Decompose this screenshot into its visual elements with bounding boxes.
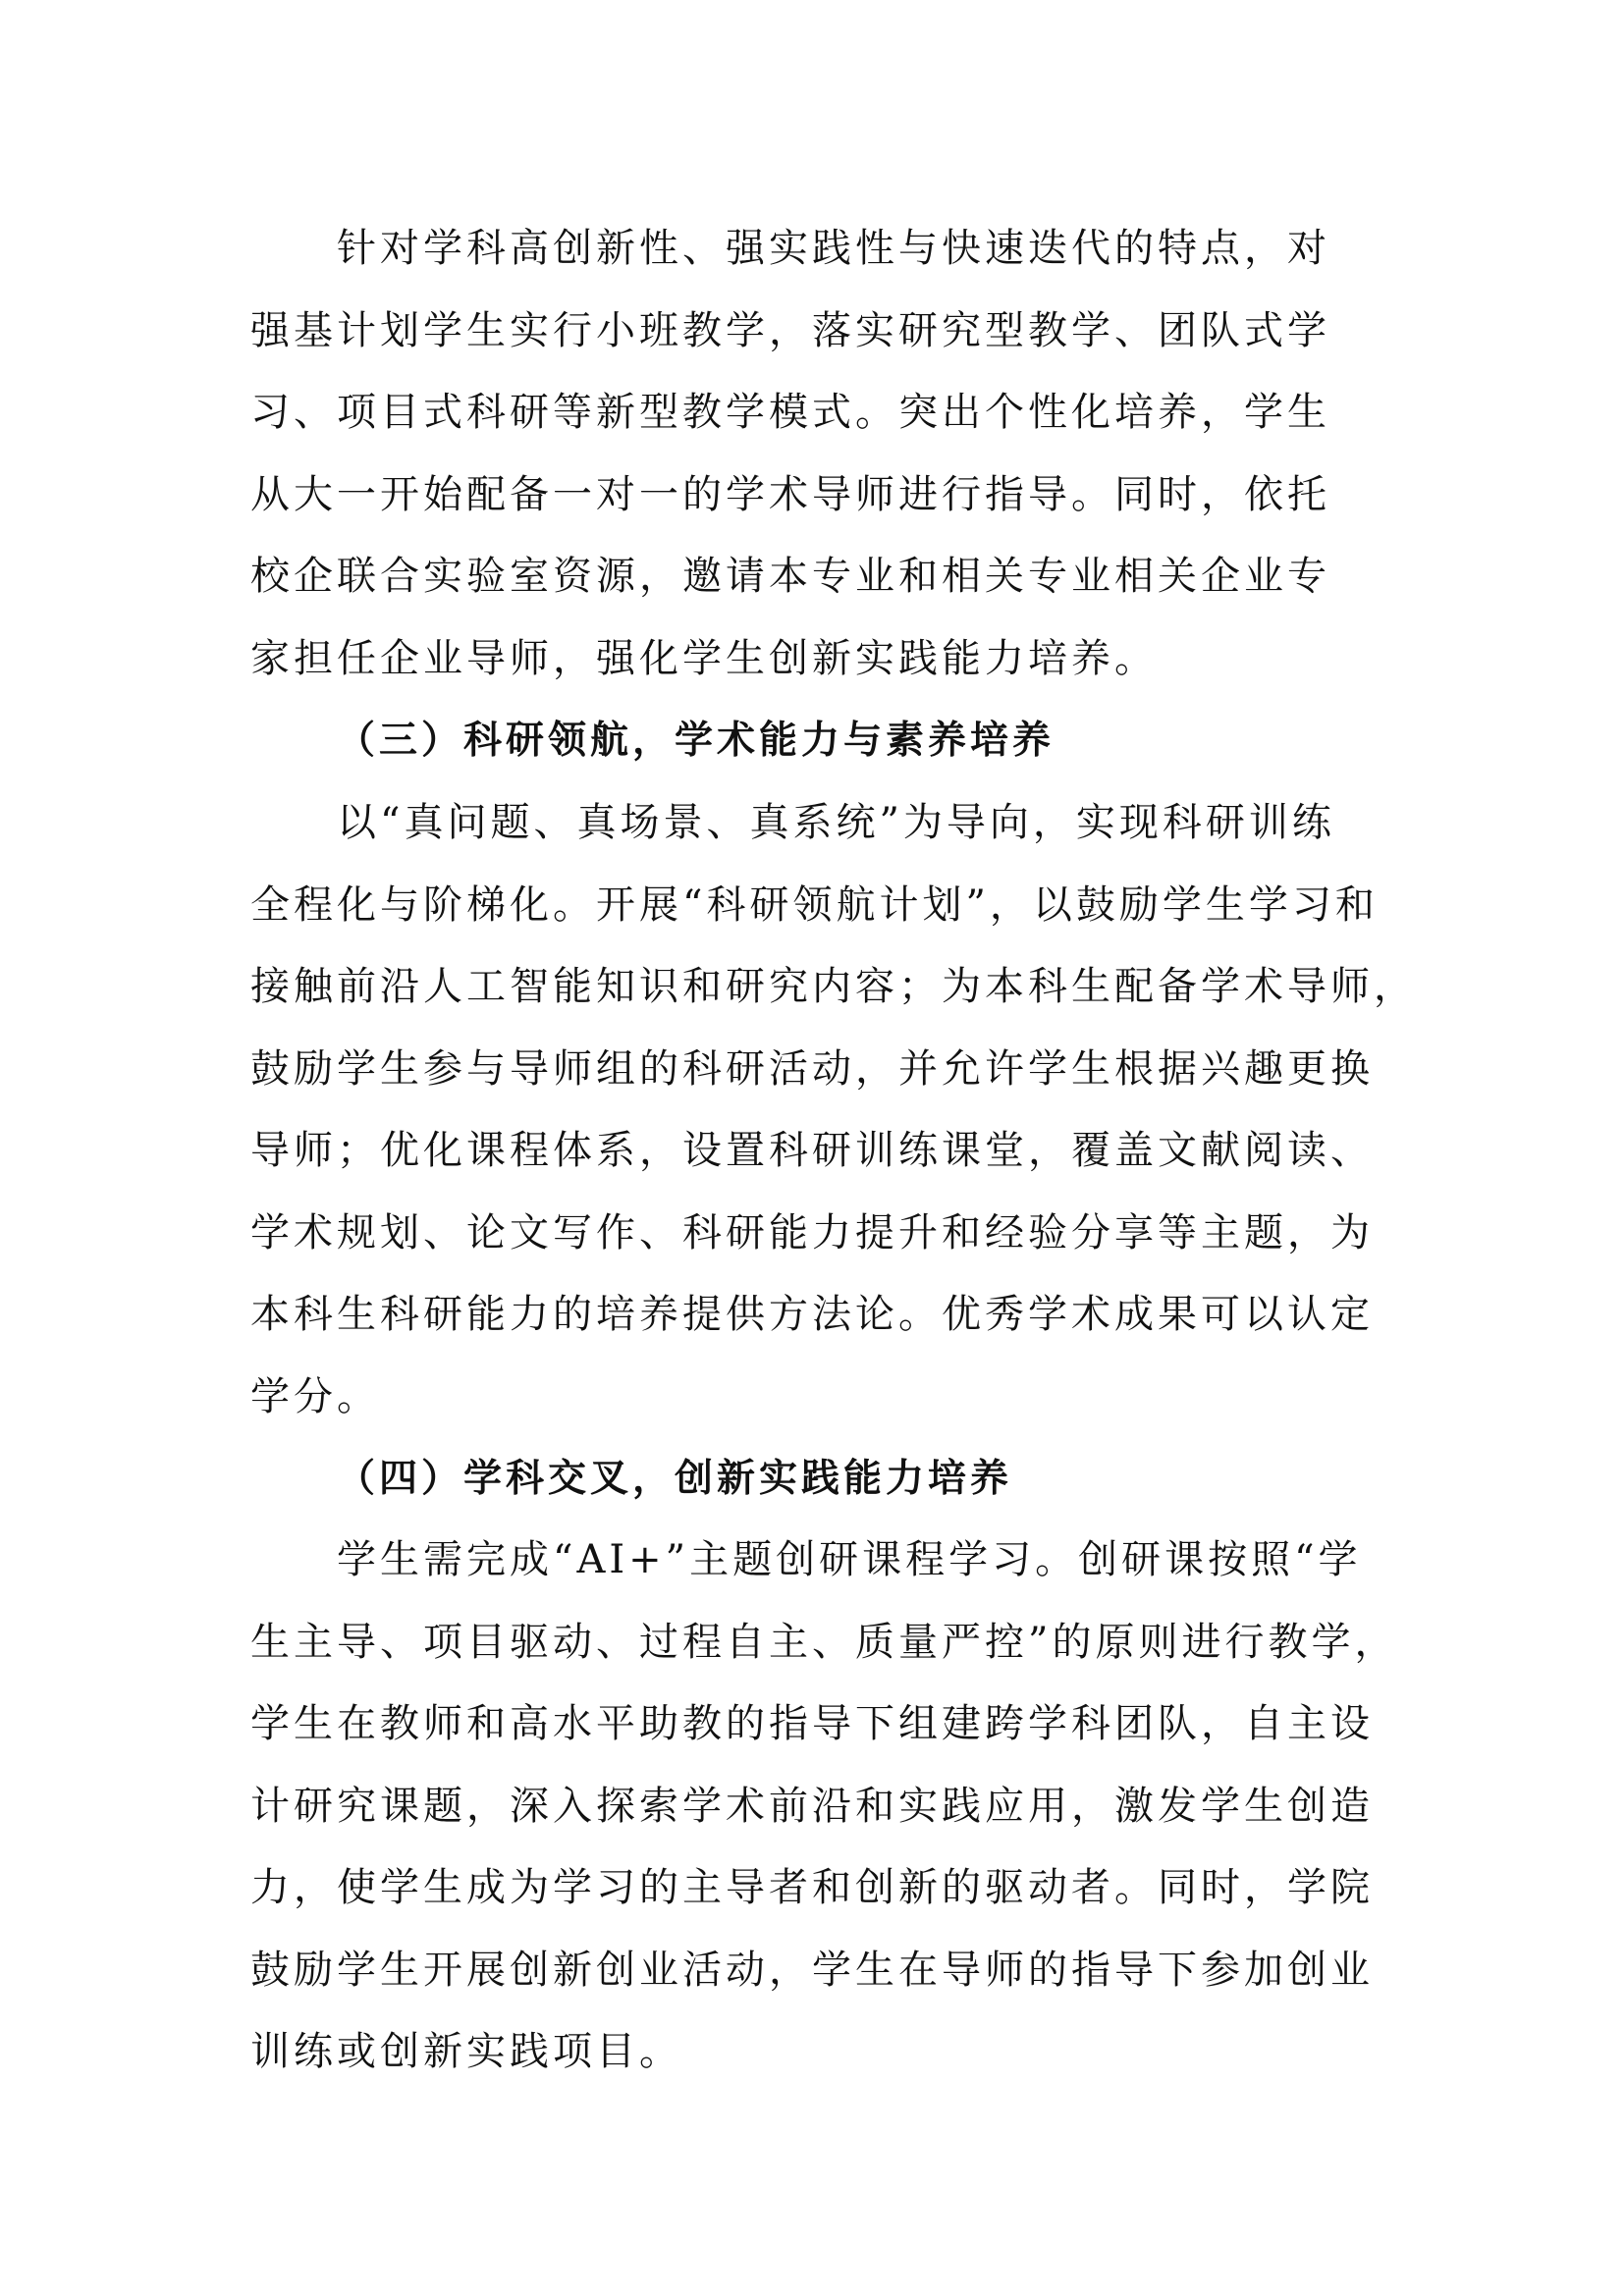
paragraph-line: 本科生科研能力的培养提供方法论。优秀学术成果可以认定 <box>250 1292 1374 1337</box>
paragraph-line: 生主导、项目驱动、过程自主、质量严控”的原则进行教学， <box>250 1619 1398 1665</box>
body-paragraph <box>250 1520 1398 2094</box>
paragraph-line: 计研究课题，深入探索学术前沿和实践应用，激发学生创造 <box>250 1783 1374 1829</box>
paragraph-line: 导师；优化课程体系，设置科研训练课堂，覆盖文献阅读、 <box>250 1128 1374 1173</box>
body-paragraph <box>250 208 1389 700</box>
paragraph-line: 学生在教师和高水平助教的指导下组建跨学科团队，自主设 <box>250 1701 1374 1746</box>
paragraph-line: 鼓励学生参与导师组的科研活动，并允许学生根据兴趣更换 <box>250 1045 1374 1092</box>
paragraph-line: 全程化与阶梯化。开展“科研领航计划”，以鼓励学生学习和 <box>250 881 1379 928</box>
section-heading: （四）学科交叉，创新实践能力培养 <box>337 1457 1013 1501</box>
paragraph-line: 校企联合实验室资源，邀请本专业和相关专业相关企业专 <box>250 554 1330 599</box>
body-paragraph <box>250 782 1417 1438</box>
paragraph-line: 习、项目式科研等新型教学模式。突出个性化培养，学生 <box>250 390 1330 435</box>
section-heading: （三）科研领航，学术能力与素养培养 <box>337 719 1056 763</box>
paragraph-line: 家担任企业导师，强化学生创新实践能力培养。 <box>250 635 1158 681</box>
paragraph-line: 接触前沿人工智能知识和研究内容；为本科生配备学术导师， <box>250 964 1417 1009</box>
paragraph-line: 学分。 <box>250 1373 380 1419</box>
paragraph-line: 鼓励学生开展创新创业活动，学生在导师的指导下参加创业 <box>250 1947 1374 1993</box>
paragraph-line: 以“真问题、真场景、真系统”为导向，实现科研训练 <box>337 800 1335 845</box>
paragraph-line: 训练或创新实践项目。 <box>250 2029 682 2074</box>
paragraph-line: 学生需完成“AI+”主题创研课程学习。创研课按照“学 <box>337 1537 1362 1582</box>
paragraph-line: 学术规划、论文写作、科研能力提升和经验分享等主题，为 <box>250 1209 1374 1255</box>
paragraph-line: 强基计划学生实行小班教学，落实研究型教学、团队式学 <box>250 307 1330 353</box>
paragraph-line: 从大一开始配备一对一的学术导师进行指导。同时，依托 <box>250 471 1330 517</box>
paragraph-line: 力，使学生成为学习的主导者和创新的驱动者。同时，学院 <box>250 1865 1374 1910</box>
paragraph-line: 针对学科高创新性、强实践性与快速迭代的特点，对 <box>337 226 1330 271</box>
